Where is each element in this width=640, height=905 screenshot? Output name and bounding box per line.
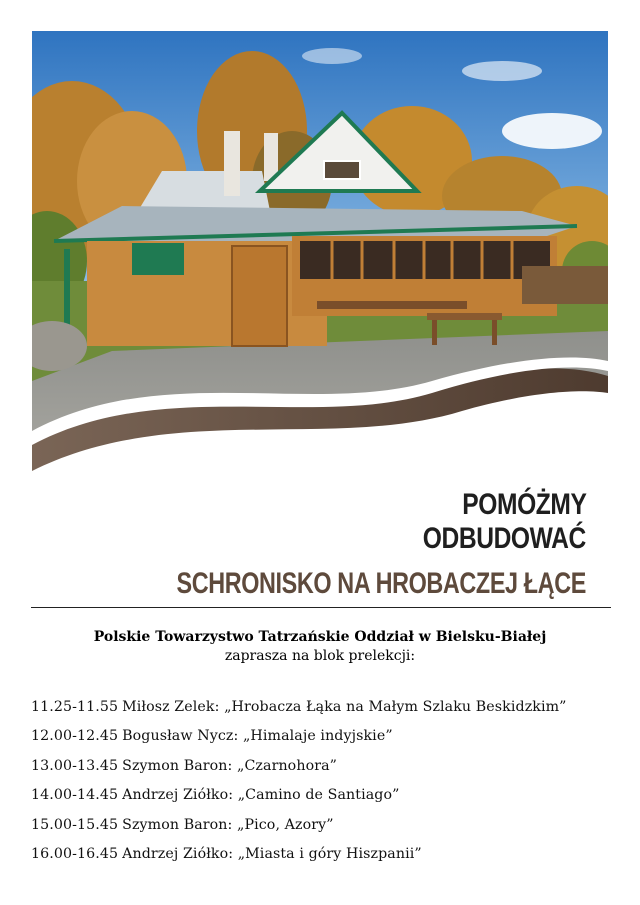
schedule-time: 11.25-11.55 xyxy=(31,699,119,715)
schedule-time: 16.00-16.45 xyxy=(31,845,119,862)
schedule-item xyxy=(31,726,571,755)
headline-line-2: ODBUDOWAĆ xyxy=(422,522,586,555)
schedule-item xyxy=(31,815,571,844)
headline-line-3: SCHRONISKO NA HROBACZEJ ŁĄCE xyxy=(176,567,586,600)
schedule-item xyxy=(31,697,571,726)
schedule-time: 12.00-12.45 xyxy=(31,728,119,745)
schedule-text: Miłosz Zelek: „Hrobacza Łąka na Małym Szlaku Beskidzkim” xyxy=(122,699,567,715)
schedule-item xyxy=(31,844,571,873)
shelter-illustration xyxy=(32,31,608,471)
schedule-text: Szymon Baron: „Czarnohora” xyxy=(122,757,337,774)
schedule-time: 14.00-14.45 xyxy=(31,787,119,804)
organizer: Polskie Towarzystwo Tatrzańskie Oddział w Bielsku-Białej xyxy=(93,629,547,645)
shelter-photo xyxy=(32,31,608,471)
schedule-time: 15.00-15.45 xyxy=(31,816,119,833)
divider xyxy=(31,607,611,608)
schedule-text: Andrzej Ziółko: „Miasta i góry Hiszpanii” xyxy=(122,845,422,862)
headline-line-1: POMÓŻMY xyxy=(461,488,586,521)
schedule-text: Andrzej Ziółko: „Camino de Santiago” xyxy=(122,787,400,804)
schedule-text: Szymon Baron: „Pico, Azory” xyxy=(122,816,334,833)
schedule-item xyxy=(31,756,571,785)
invitation-text: zaprasza na blok prelekcji: xyxy=(224,648,416,664)
lecture-schedule xyxy=(31,697,571,873)
schedule-text: Bogusław Nycz: „Himalaje indyjskie” xyxy=(122,728,393,745)
schedule-item xyxy=(31,785,571,814)
schedule-time: 13.00-13.45 xyxy=(31,757,119,774)
